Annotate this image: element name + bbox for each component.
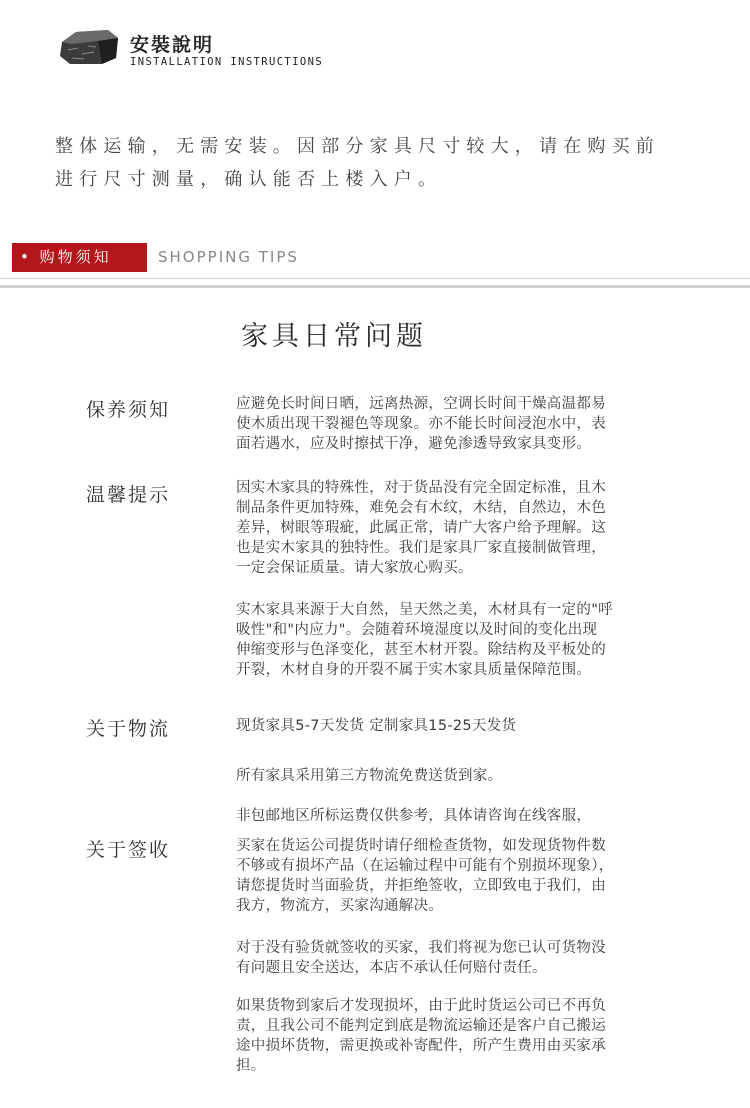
care-text xyxy=(236,394,684,454)
receipt-text-1 xyxy=(236,836,684,916)
receipt-label: 关于签收 xyxy=(86,839,171,861)
text-line: 应避免长时间日晒，远离热源，空调长时间干燥高温都易 xyxy=(236,396,606,412)
text-line: 我方，物流方，买家沟通解决。 xyxy=(236,898,444,914)
header-title-cn: 安裝說明 xyxy=(130,34,215,56)
intro-line: 整体运输，无需安装。因部分家具尺寸较大，请在购买前 xyxy=(55,136,660,157)
logistics-line-3: 非包邮地区所标运费仅供参考，具体请咨询在线客服， xyxy=(236,808,592,824)
receipt-text-2 xyxy=(236,938,684,978)
logistics-line-2: 所有家具采用第三方物流免费送货到家。 xyxy=(236,768,503,784)
text-line: 对于没有验货就签收的买家，我们将视为您已认可货物没 xyxy=(236,940,606,956)
text-line: 差异，树眼等瑕疵，此属正常，请广大客户给予理解。这 xyxy=(236,520,606,536)
header-title-en: INSTALLATION INSTRUCTIONS xyxy=(130,56,324,68)
text-line: 不够或有损坏产品（在运输过程中可能有个别损坏现象）， xyxy=(236,858,614,874)
shopping-tips-label-en: SHOPPING TIPS xyxy=(158,248,299,266)
text-line: 吸性"和"内应力"。会随着环境湿度以及时间的变化出现 xyxy=(236,622,598,638)
text-line: 担。 xyxy=(236,1058,266,1074)
care-label: 保养须知 xyxy=(86,399,171,421)
text-line: 买家在货运公司提货时请仔细检查货物，如发现货物件数 xyxy=(236,838,606,854)
section-title: 家具日常问题 xyxy=(241,321,427,352)
text-line: 请您提货时当面验货，并拒绝签收，立即致电于我们，由 xyxy=(236,878,606,894)
text-line: 一定会保证质量。请大家放心购买。 xyxy=(236,560,473,576)
logistics-label: 关于物流 xyxy=(86,718,171,740)
text-line: 如果货物到家后才发现损坏，由于此时货运公司已不再负 xyxy=(236,998,606,1014)
shopping-tips-badge: • 购物须知 xyxy=(12,243,147,272)
text-line: 使木质出现干裂褪色等现象。亦不能长时间浸泡水中，表 xyxy=(236,416,606,432)
receipt-text-3 xyxy=(236,996,684,1076)
text-line: 开裂，木材自身的开裂不属于实木家具质量保障范围。 xyxy=(236,662,592,678)
notice-text-2 xyxy=(236,600,684,680)
divider xyxy=(0,278,750,279)
logistics-line-1: 现货家具5-7天发货 定制家具15-25天发货 xyxy=(236,718,517,734)
stone-block-icon xyxy=(58,28,120,66)
intro-text xyxy=(55,130,715,196)
text-line: 制品条件更加特殊，难免会有木纹，木结，自然边，木色 xyxy=(236,500,606,516)
text-line: 因实木家具的特殊性，对于货品没有完全固定标准，且木 xyxy=(236,480,606,496)
intro-line: 进行尺寸测量，确认能否上楼入户。 xyxy=(55,169,443,190)
notice-text-1 xyxy=(236,478,684,578)
text-line: 有问题且安全送达，本店不承认任何赔付责任。 xyxy=(236,960,547,976)
text-line: 面若遇水，应及时擦拭干净，避免渗透导致家具变形。 xyxy=(236,436,592,452)
text-line: 也是实木家具的独特性。我们是家具厂家直接制做管理， xyxy=(236,540,606,556)
text-line: 伸缩变形与色泽变化，甚至木材开裂。除结构及平板处的 xyxy=(236,642,606,658)
divider xyxy=(0,285,750,288)
text-line: 途中损坏货物，需更换或补寄配件，所产生费用由买家承 xyxy=(236,1038,606,1054)
notice-label: 温馨提示 xyxy=(86,484,171,506)
text-line: 实木家具来源于大自然，呈天然之美，木材具有一定的"呼 xyxy=(236,602,613,618)
text-line: 责，且我公司不能判定到底是物流运输还是客户自己搬运 xyxy=(236,1018,606,1034)
